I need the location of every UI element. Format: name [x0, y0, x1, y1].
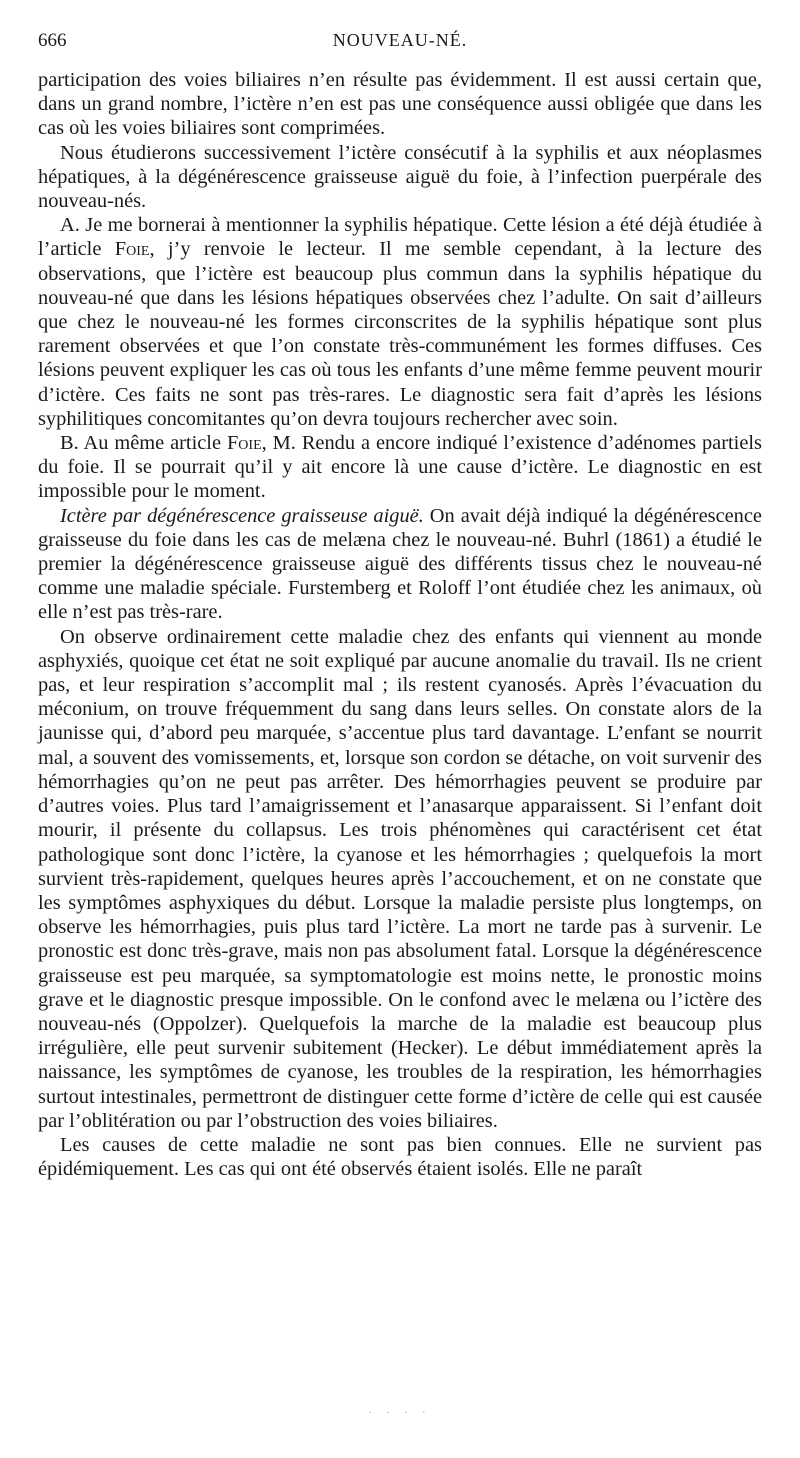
paragraph-degenerescence — [38, 504, 762, 625]
body-text — [38, 68, 762, 1181]
paragraph-intro: Nous étudierons successivement l’ictère consécutif à la syphilis et aux néoplasmes hépatiques, à la dégénérescence graisseuse aiguë du foie, à l’infection puerpérale des nouveau-nés. — [38, 141, 762, 213]
article-reference-foie: Foie — [226, 432, 262, 455]
paragraph-syphilis-text-a: A. Je me bornerai à mentionner la syphilis hépatique. Cette lésion a été déjà étudiée à l’article — [38, 214, 762, 261]
section-heading: Ictère par dégénérescence graisseuse aiguë. — [60, 504, 424, 527]
scan-smudge: · · · · — [368, 1408, 432, 1419]
running-title: NOUVEAU-NÉ. — [332, 30, 468, 50]
page-number: 666 — [38, 30, 67, 51]
paragraph-symptomes: On observe ordinairement cette maladie chez des enfants qui viennent au monde asphyxiés, quoique cet état ne soit expliqué par aucune anomalie du travail. Ils ne crient pas, et leur respiration s’accomplit mal ; ils restent cyanosés. Après l’évacuation du méconium, on trouve fréquemment du sang dans leurs selles. On constate alors de la jaunisse qui, d’abord peu marquée, s’accentue plus tard davantage. L’enfant se nourrit mal, a souvent des vomissements, et, lorsque son cordon se détache, on voit survenir des hémorrhagies qu’on ne peut pas arrêter. Des hémorrhagies peuvent se produire par d’autres voies. Plus tard l’amaigrissement et l’anasarque apparaissent. Si l’enfant doit mourir, il présente du collapsus. Les trois phénomènes qui caractérisent cet état pathologique sont donc l’ictère, la cyanose et les hémorrhagies ; quelquefois la mort survient très-rapidement, quelques heures après l’accouchement, et on ne constate que les symptômes asphyxiques du début. Lorsque la maladie persiste plus longtemps, on observe les hémorrhagies, puis plus tard l’ictère. La mort ne tarde pas à survenir. Le pronostic est donc très-grave, mais non pas absolument fatal. Lorsque la dégénérescence graisseuse est peu marquée, sa symptomatologie est moins nette, le pronostic moins grave et le diagnostic presque impossible. On le confond avec le melæna ou l’ictère des nouveau-nés (Oppolzer). Quelquefois la marche de la maladie est beaucoup plus irrégulière, elle peut survenir subitement (Hecker). Le début immédiatement après la naissance, les symptômes de cyanose, les troubles de la respiration, les hémorrhagies surtout intestinales, permettront de distinguer cette forme d’ictère de celle qui est causée par l’oblitération ou par l’obstruction des voies biliaires. — [38, 625, 762, 1132]
paragraph-continuation: participation des voies biliaires n’en résulte pas évidemment. Il est aussi certain que, dans un grand nombre, l’ictère n’en est pas une conséquence aussi obligée que dans les cas où les voies biliaires sont comprimées. — [38, 69, 762, 140]
article-reference-foie: Foie — [114, 238, 150, 261]
paragraph-syphilis-text-b: , j’y renvoie le lecteur. Il me semble cependant, à la lecture des observations, que l’ictère est beaucoup plus commun dans la syphilis hépatique du nouveau-né que dans les lésions hépatiques observées chez l’adulte. On sait d’ailleurs que chez le nouveau-né les formes circonscrites de la syphilis hépatique sont plus rarement observées et que l’on constate très-communément les formes diffuses. Ces lésions peuvent expliquer les cas où tous les enfants d’une même femme peuvent mourir d’ictère. Ces faits ne sont pas très-rares. Le diagnostic sera fait d’après les lésions syphilitiques concomitantes qu’on devra toujours rechercher avec soin. — [38, 238, 762, 430]
paragraph-syphilis — [38, 213, 762, 431]
paragraph-adenomes-text-b: , M. Rendu a encore indiqué l’existence d’adénomes partiels du foie. Il se pourrait qu’il y ait encore là une cause d’ictère. Le diagnostic en est impossible pour le moment. — [38, 432, 762, 503]
paragraph-causes: Les causes de cette maladie ne sont pas bien connues. Elle ne survient pas épidémiquement. Les cas qui ont été observés étaient isolés. Elle ne paraît — [38, 1133, 762, 1181]
page-header — [38, 30, 762, 68]
paragraph-adenomes-text-a: B. Au même article — [60, 432, 222, 455]
paragraph-adenomes — [38, 431, 762, 504]
paragraph-degenerescence-text: On avait déjà indiqué la dégénérescence graisseuse du foie dans les cas de melæna chez le nouveau-né. Buhrl (1861) a étudié le premier la dégénérescence graisseuse aiguë des différents tissus chez le nouveau-né comme une maladie spéciale. Furstemberg et Roloff l’ont étudiée chez les animaux, où elle n’est pas très-rare. — [38, 504, 762, 624]
